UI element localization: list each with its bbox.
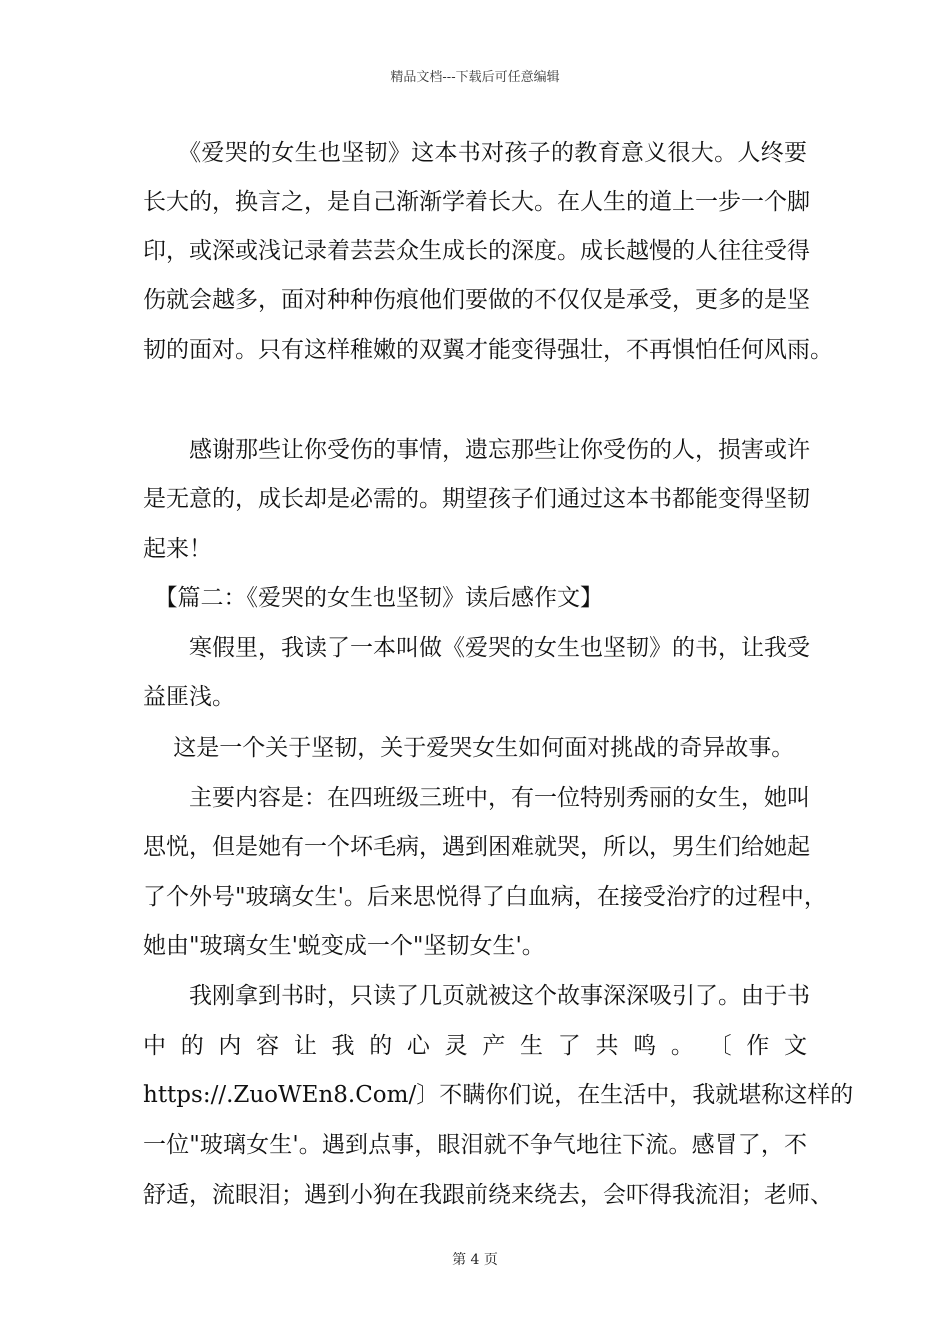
text-line: 印，或深或浅记录着芸芸众生成长的深度。成长越慢的人往往受得	[143, 238, 810, 264]
text-line: 是无意的，成长却是必需的。期望孩子们通过这本书都能变得坚韧	[143, 486, 810, 512]
text-line: 一位"玻璃女生'。遇到点事，眼泪就不争气地往下流。感冒了，不	[143, 1132, 807, 1158]
text-line: 《爱哭的女生也坚韧》这本书对孩子的教育意义很大。人终要	[143, 140, 807, 166]
text-line: 她由"玻璃女生'蜕变成一个"坚韧女生'。	[143, 933, 545, 959]
text-line: 中 的 内 容 让 我 的 心 灵 产 生 了 共 鸣 。 〔 作 文	[143, 1033, 807, 1059]
page-header: 精品文档---下载后可任意编辑	[390, 70, 560, 85]
text-line: 起来！	[143, 536, 212, 562]
section-heading: 【篇二：《爱哭的女生也坚韧》读后感作文】	[143, 585, 603, 611]
text-line: 长大的，换言之，是自己渐渐学着长大。在人生的道上一步一个脚	[143, 189, 810, 215]
text-line: 寒假里，我读了一本叫做《爱哭的女生也坚韧》的书，让我受	[143, 635, 810, 661]
text-line: 思悦，但是她有一个坏毛病，遇到困难就哭，所以，男生们给她起	[143, 834, 810, 860]
text-line: 我刚拿到书时，只读了几页就被这个故事深深吸引了。由于书	[143, 983, 810, 1009]
text-line: https://.ZuoWEn8.Com/〕不瞒你们说，在生活中，我就堪称这样的	[143, 1082, 854, 1108]
text-line: 韧的面对。只有这样稚嫩的双翼才能变得强壮，不再惧怕任何风雨。	[143, 337, 833, 363]
text-line: 主要内容是：在四班级三班中，有一位特别秀丽的女生，她叫	[143, 785, 810, 811]
text-line: 伤就会越多，面对种种伤痕他们要做的不仅仅是承受，更多的是坚	[143, 287, 810, 313]
text-line: 益匪浅。	[143, 684, 235, 710]
page-number: 第 4 页	[452, 1252, 498, 1268]
text-line: 舒适，流眼泪；遇到小狗在我跟前绕来绕去，会吓得我流泪；老师、	[143, 1182, 833, 1208]
text-line: 这是一个关于坚韧，关于爱哭女生如何面对挑战的奇异故事。	[143, 735, 795, 761]
text-line: 了个外号"玻璃女生'。后来思悦得了白血病，在接受治疗的过程中，	[143, 884, 827, 910]
text-line: 感谢那些让你受伤的事情，遗忘那些让你受伤的人，损害或许	[143, 437, 810, 463]
